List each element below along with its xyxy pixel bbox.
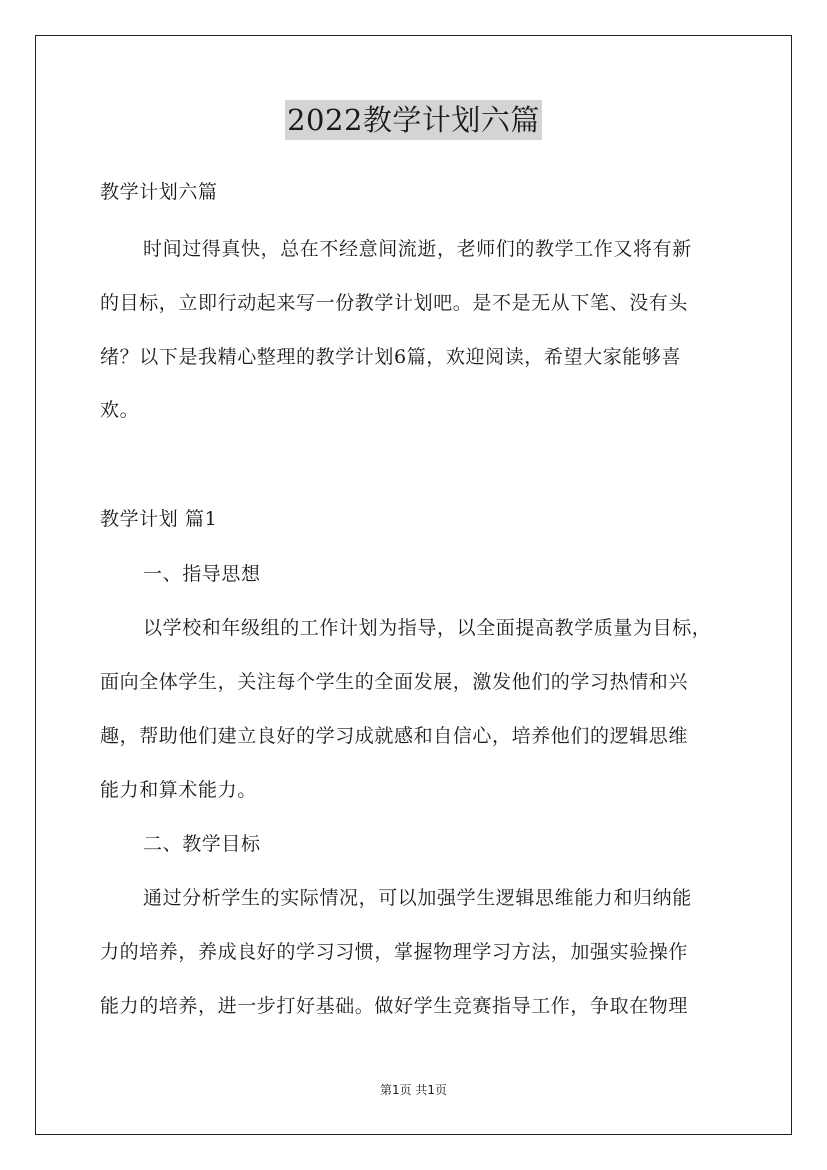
page-footer: 第1页 共1页 (379, 1083, 448, 1097)
part2-line-3: 能力的培养，进一步打好基础。做好学生竞赛指导工作，争取在物理 (100, 995, 689, 1017)
part1-line-4: 能力和算术能力。 (100, 779, 257, 801)
document-title (0, 100, 827, 142)
part1-line-1: 以学校和年级组的工作计划为指导，以全面提高教学质量为目标， (143, 617, 712, 639)
part2-line-2: 力的培养，养成良好的学习习惯，掌握物理学习方法，加强实验操作 (100, 941, 689, 963)
intro-line-1: 时间过得真快，总在不经意间流逝，老师们的教学工作又将有新 (143, 238, 692, 260)
document-subtitle: 教学计划六篇 (100, 181, 218, 203)
intro-line-4: 欢。 (100, 399, 140, 421)
part1-line-2: 面向全体学生，关注每个学生的全面发展，激发他们的学习热情和兴 (100, 671, 689, 693)
document-title-text: 2022教学计划六篇 (285, 100, 542, 140)
part1-heading: 一、指导思想 (143, 563, 261, 585)
part2-heading: 二、教学目标 (143, 833, 261, 855)
intro-line-3: 绪？以下是我精心整理的教学计划6篇，欢迎阅读，希望大家能够喜 (100, 346, 682, 368)
part1-line-3: 趣，帮助他们建立良好的学习成就感和自信心，培养他们的逻辑思维 (100, 725, 689, 747)
part2-line-1: 通过分析学生的实际情况，可以加强学生逻辑思维能力和归纳能 (143, 887, 692, 909)
intro-line-2: 的目标，立即行动起来写一份教学计划吧。是不是无从下笔、没有头 (100, 292, 689, 314)
section-heading: 教学计划 篇1 (100, 508, 218, 530)
